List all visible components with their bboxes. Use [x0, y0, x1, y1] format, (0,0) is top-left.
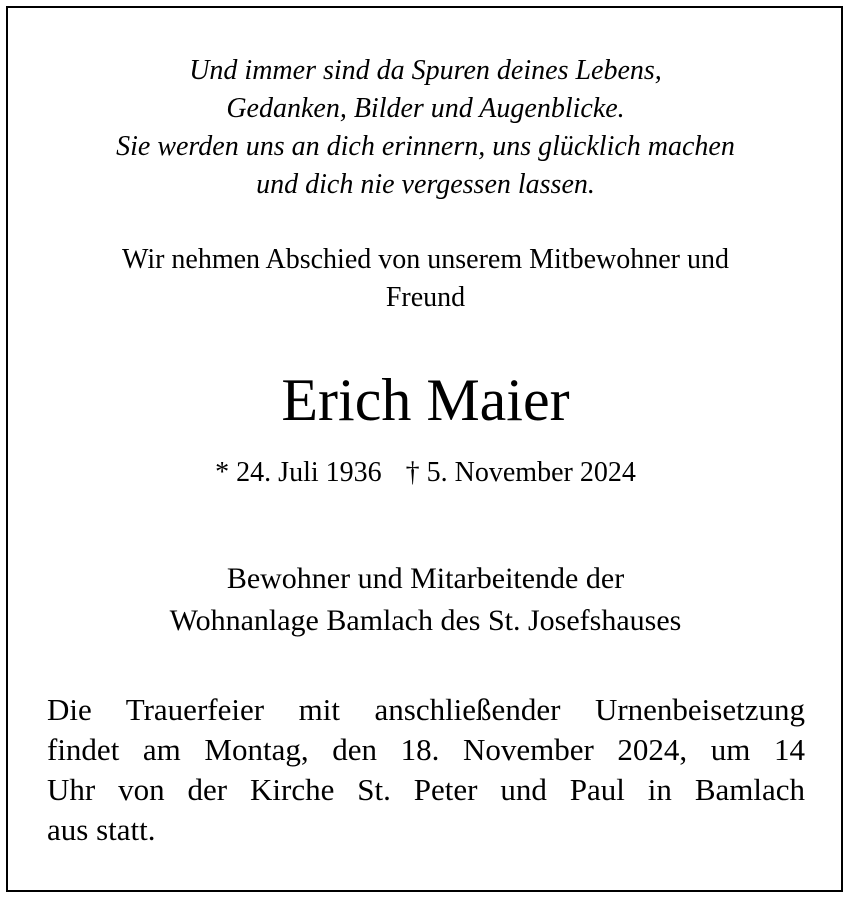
poem-line: und dich nie vergessen lassen. [256, 169, 595, 200]
poem-line: Gedanken, Bilder und Augenblicke. [226, 93, 625, 124]
service-line: aus statt. [47, 812, 156, 847]
poem-line: Und immer sind da Spuren deines Lebens, [189, 55, 662, 86]
service-line: Uhr von der Kirche St. Peter und Paul in Bamlach [47, 772, 805, 807]
life-dates [0, 454, 851, 492]
mourners-signature [0, 558, 851, 642]
service-line: findet am Montag, den 18. November 2024, um 14 [47, 732, 805, 767]
intro-line: Wir nehmen Abschied von unserem Mitbewohner und [122, 244, 729, 275]
birth-date: * 24. Juli 1936 [215, 457, 382, 488]
poem-line: Sie werden uns an dich erinnern, uns glücklich machen [116, 131, 735, 162]
memorial-poem [0, 52, 851, 204]
deceased-name: Erich Maier [281, 367, 570, 433]
intro-line: Freund [385, 282, 466, 313]
mourners-line: Bewohner und Mitarbeitende der [226, 562, 625, 595]
funeral-service-info [47, 690, 805, 850]
mourners-line: Wohnanlage Bamlach des St. Josefshauses [169, 604, 682, 637]
farewell-intro [0, 241, 851, 317]
death-date: † 5. November 2024 [405, 457, 636, 488]
service-line: Die Trauerfeier mit anschließender Urnenbeisetzung [47, 692, 805, 727]
